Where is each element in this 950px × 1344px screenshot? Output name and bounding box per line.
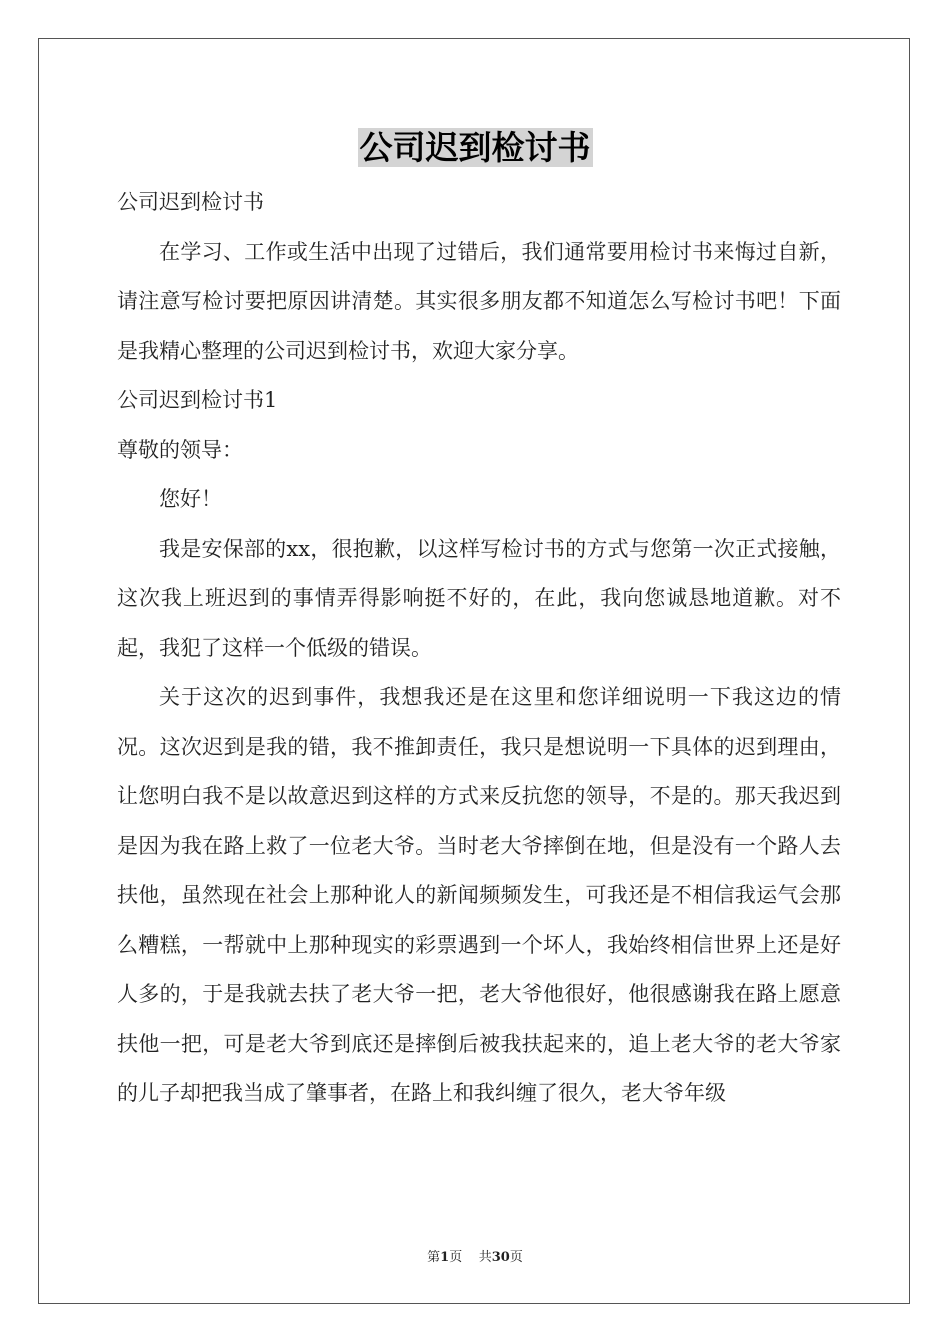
document-body <box>117 178 841 1119</box>
total-prefix: 共 <box>478 1250 492 1265</box>
page-footer <box>0 1246 950 1265</box>
page-suffix: 页 <box>449 1250 463 1265</box>
total-pages: 30 <box>491 1250 510 1265</box>
paragraph: 尊敬的领导： <box>117 437 243 462</box>
total-suffix: 页 <box>509 1250 523 1265</box>
page-prefix: 第 <box>427 1250 441 1265</box>
page-number: 1 <box>440 1250 450 1265</box>
document-title <box>0 126 950 170</box>
paragraph: 在学习、工作或生活中出现了过错后，我们通常要用检讨书来悔过自新，请注意写检讨要把原因讲清楚。其实很多朋友都不知道怎么写检讨书吧！下面是我精心整理的公司迟到检讨书，欢迎大家分享。 <box>117 239 841 363</box>
paragraph: 关于这次的迟到事件，我想我还是在这里和您详细说明一下我这边的情况。这次迟到是我的错，我不推卸责任，我只是想说明一下具体的迟到理由，让您明白我不是以故意迟到这样的方式来反抗您的领导，不是的。那天我迟到是因为我在路上救了一位老大爷。当时老大爷摔倒在地，但是没有一个路人去扶他，虽然现在社会上那种讹人的新闻频频发生，可我还是不相信我运气会那么糟糕，一帮就中上那种现实的彩票遇到一个坏人，我始终相信世界上还是好人多的，于是我就去扶了老大爷一把，老大爷他很好，他很感谢我在路上愿意扶他一把，可是老大爷到底还是摔倒后被我扶起来的，追上老大爷的老大爷家的儿子却把我当成了肇事者，在路上和我纠缠了很久，老大爷年级 <box>117 685 841 1105</box>
paragraph: 公司迟到检讨书 <box>117 190 264 214</box>
paragraph: 公司迟到检讨书1 <box>117 388 278 412</box>
paragraph: 您好！ <box>159 487 222 511</box>
document-title-text: 公司迟到检讨书 <box>359 128 591 167</box>
paragraph: 我是安保部的xx，很抱歉，以这样写检讨书的方式与您第一次正式接触，这次我上班迟到的事情弄得影响挺不好的，在此，我向您诚恳地道歉。对不起，我犯了这样一个低级的错误。 <box>117 536 841 660</box>
